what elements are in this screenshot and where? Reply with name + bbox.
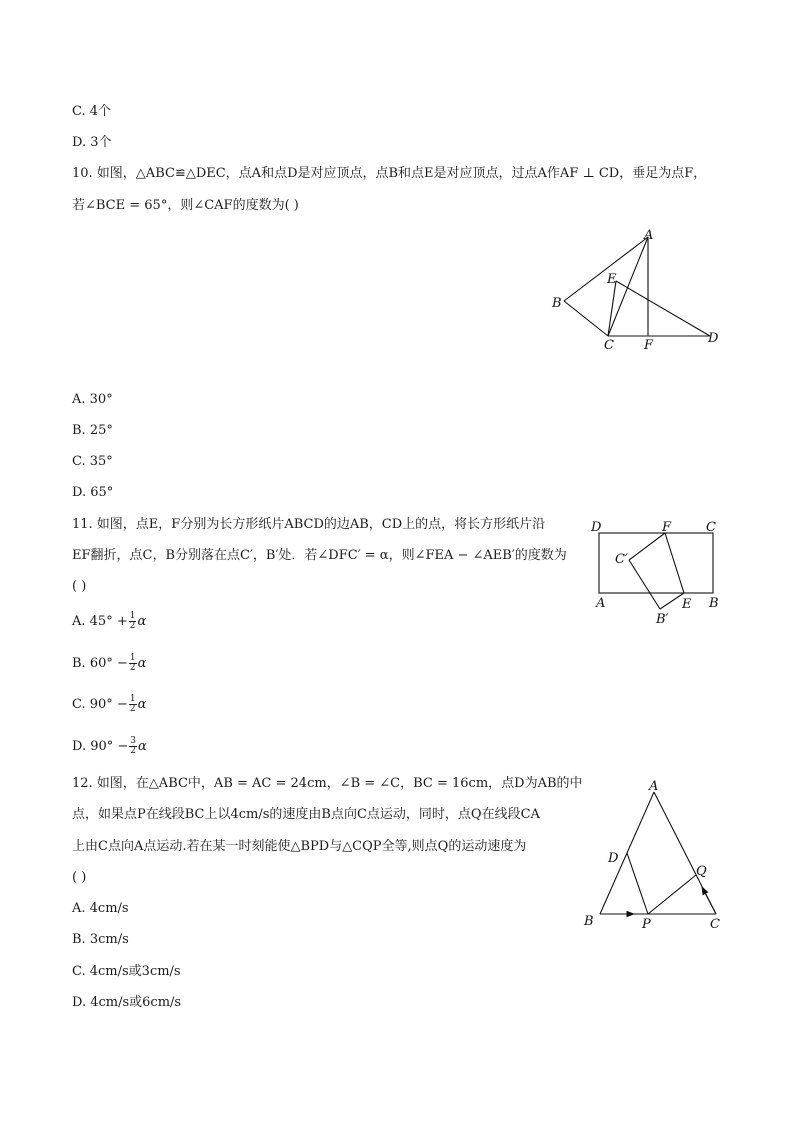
q10-label-C: C: [604, 338, 614, 353]
q12-label-C: C: [710, 917, 720, 932]
q10-label-E: E: [607, 272, 617, 287]
q12-stem-line1: 12. 如图，在△ABC中，AB = AC = 24cm，∠B = ∠C，BC = 16cm，点D为AB的中: [72, 776, 583, 791]
q12-label-P: P: [642, 917, 651, 932]
q11-option-a[interactable]: A. 45° + $\frac{1}{2}$ α: [72, 611, 147, 631]
q10-option-c[interactable]: C. 35°: [72, 454, 113, 469]
q10-label-A: A: [644, 228, 654, 243]
q11-option-b[interactable]: B. 60° − $\frac{1}{2}$ α: [72, 653, 147, 673]
prev-option-d[interactable]: D. 3个: [72, 135, 112, 150]
q12-label-B: B: [584, 914, 594, 929]
q11-seg-C1B1: [629, 560, 660, 609]
q10-stem-line2: 若∠BCE = 65°，则∠CAF的度数为( ): [72, 198, 299, 213]
q12-option-c[interactable]: C. 4cm/s或3cm/s: [72, 964, 181, 979]
q11-label-C: C: [706, 520, 716, 535]
q11-stem-line3: ( ): [72, 579, 87, 594]
q11-stem-line2: EF翻折，点C，B分别落在点C′，B′处．若∠DFC′ = α，则∠FEA − ∠AEB′的度数为: [72, 548, 567, 563]
q12-arrow-Q: [702, 887, 716, 914]
q11-label-D: D: [591, 520, 602, 535]
q11-label-B-prime: B′: [656, 612, 669, 627]
q12-stem-line3: 上由C点向A点运动.若在某一时刻能使△BPD与△CQP全等,则点Q的运动速度为: [72, 839, 527, 854]
q11-label-A: A: [596, 596, 606, 611]
q11-label-F: F: [662, 520, 672, 535]
q11-figure: [585, 515, 735, 627]
q12-label-D: D: [608, 851, 619, 866]
q12-seg-PQ: [648, 875, 696, 914]
q10-figure: [550, 225, 730, 355]
q10-seg-BC: [564, 301, 608, 336]
q10-option-d[interactable]: D. 65°: [72, 485, 114, 500]
q10-seg-ED: [616, 281, 710, 336]
q11-seg-B1E: [660, 593, 684, 609]
q11-label-E: E: [682, 597, 692, 612]
q12-label-Q: Q: [696, 864, 707, 879]
q11-fold-line-EF: [665, 533, 684, 593]
q10-option-b[interactable]: B. 25°: [72, 423, 113, 438]
prev-option-c[interactable]: C. 4个: [72, 104, 112, 119]
q10-option-a[interactable]: A. 30°: [72, 392, 113, 407]
q12-option-a[interactable]: A. 4cm/s: [72, 901, 129, 916]
q12-figure: [578, 775, 738, 935]
q11-option-c[interactable]: C. 90° − $\frac{1}{2}$ α: [72, 694, 147, 714]
q10-label-B: B: [552, 296, 562, 311]
q11-seg-FC1: [629, 533, 665, 560]
q11-option-d[interactable]: D. 90° − $\frac{3}{2}$ α: [72, 736, 147, 756]
q10-stem-line1: 10. 如图，△ABC≌△DEC，点A和点D是对应顶点，点B和点E是对应顶点，过点A作AF ⊥ CD，垂足为点F，: [72, 166, 707, 181]
q12-label-A: A: [649, 779, 659, 794]
q12-stem-line4: ( ): [72, 870, 87, 885]
q10-seg-EC: [608, 281, 616, 336]
q12-seg-DP: [627, 853, 648, 914]
q10-label-D: D: [708, 331, 719, 346]
q11-stem-line1: 11. 如图，点E，F分别为长方形纸片ABCD的边AB，CD上的点，将长方形纸片沿: [72, 517, 546, 532]
q12-option-d[interactable]: D. 4cm/s或6cm/s: [72, 995, 182, 1010]
q11-label-B: B: [709, 596, 719, 611]
q11-label-C-prime: C′: [615, 552, 628, 567]
q10-label-F: F: [644, 338, 654, 353]
q12-stem-line2: 点，如果点P在线段BC上以4cm/s的速度由B点向C点运动，同时，点Q在线段CA: [72, 807, 540, 822]
q12-option-b[interactable]: B. 3cm/s: [72, 932, 129, 947]
